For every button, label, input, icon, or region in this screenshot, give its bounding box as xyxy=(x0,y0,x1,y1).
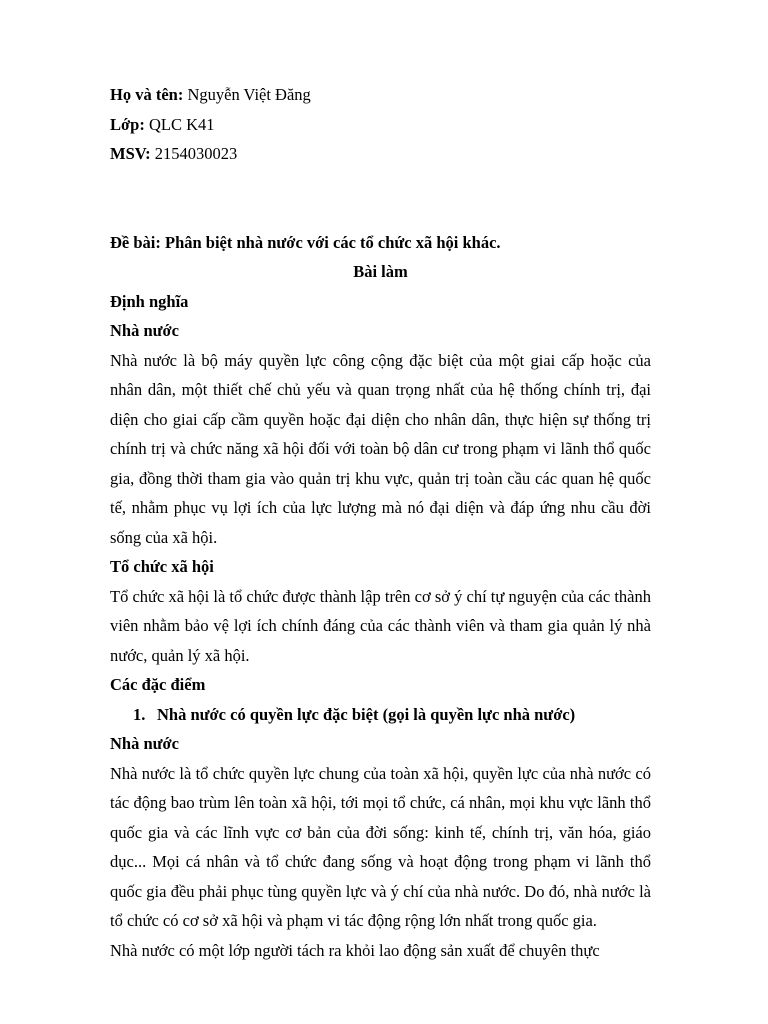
student-id-label: MSV: xyxy=(110,144,151,163)
feature-1-state-paragraph-2: Nhà nước có một lớp người tách ra khỏi lao động sản xuất để chuyên thực xyxy=(110,940,600,960)
student-name-line xyxy=(110,80,651,110)
state-heading: Nhà nước xyxy=(110,321,180,340)
document-page xyxy=(110,80,651,965)
assignment-topic: Đề bài: Phân biệt nhà nước với các tổ chức xã hội khác. xyxy=(110,232,501,252)
student-id-line xyxy=(110,139,651,169)
feature-1-number: 1. xyxy=(133,704,146,724)
student-name-value: Nguyễn Việt Đăng xyxy=(187,85,311,104)
student-class-label: Lớp: xyxy=(110,114,145,134)
state-definition-paragraph: Nhà nước là bộ máy quyền lực công cộng đặc biệt của một giai cấp hoặc của nhân dân, một thiết chế chủ yếu và quan trọng nhất của hệ thống chính trị, đại diện cho giai cấp cầm quyền hoặc đại diện cho nhân dân, thực hiện sự thống trị chính trị và chức năng xã hội đối với toàn bộ dân cư trong phạm vi lãnh thổ quốc gia, đồng thời tham gia vào quản trị khu vực, quản trị toàn cầu các quan hệ quốc tế, nhằm phục vụ lợi ích của lực lượng mà nó đại diện và đáp ứng nhu cầu đời sống của xã hội. xyxy=(110,350,651,547)
social-org-heading: Tổ chức xã hội xyxy=(110,557,214,576)
student-class-line xyxy=(110,110,651,140)
social-org-definition-paragraph: Tổ chức xã hội là tổ chức được thành lập trên cơ sở ý chí tự nguyện của các thành viên nhằm bảo vệ lợi ích chính đáng của các thành viên và tham gia quản lý nhà nước, quản lý xã hội. xyxy=(110,586,651,665)
student-id-value: 2154030023 xyxy=(154,144,238,163)
definition-heading: Định nghĩa xyxy=(110,291,189,311)
student-class-value: QLC K41 xyxy=(148,114,215,134)
feature-1-item xyxy=(110,700,651,730)
work-title: Bài làm xyxy=(353,262,408,281)
feature-1-state-paragraph: Nhà nước là tổ chức quyền lực chung của toàn xã hội, quyền lực của nhà nước có tác động bao trùm lên toàn xã hội, tới mọi tổ chức, cá nhân, mọi khu vực lãnh thổ quốc gia và các lĩnh vực cơ bản của đời sống: kinh tế, chính trị, văn hóa, giáo dục... Mọi cá nhân và tổ chức đang sống và hoạt động trong phạm vi lãnh thổ quốc gia đều phải phục tùng quyền lực và ý chí của nhà nước. Do đó, nhà nước là tổ chức có cơ sở xã hội và phạm vi tác động rộng lớn nhất trong quốc gia. xyxy=(110,763,651,930)
feature-1-text: Nhà nước có quyền lực đặc biệt (gọi là quyền lực nhà nước) xyxy=(157,704,576,724)
features-heading: Các đặc điểm xyxy=(110,675,206,694)
student-name-label: Họ và tên: xyxy=(110,85,184,104)
feature-1-state-heading: Nhà nước xyxy=(110,734,180,753)
